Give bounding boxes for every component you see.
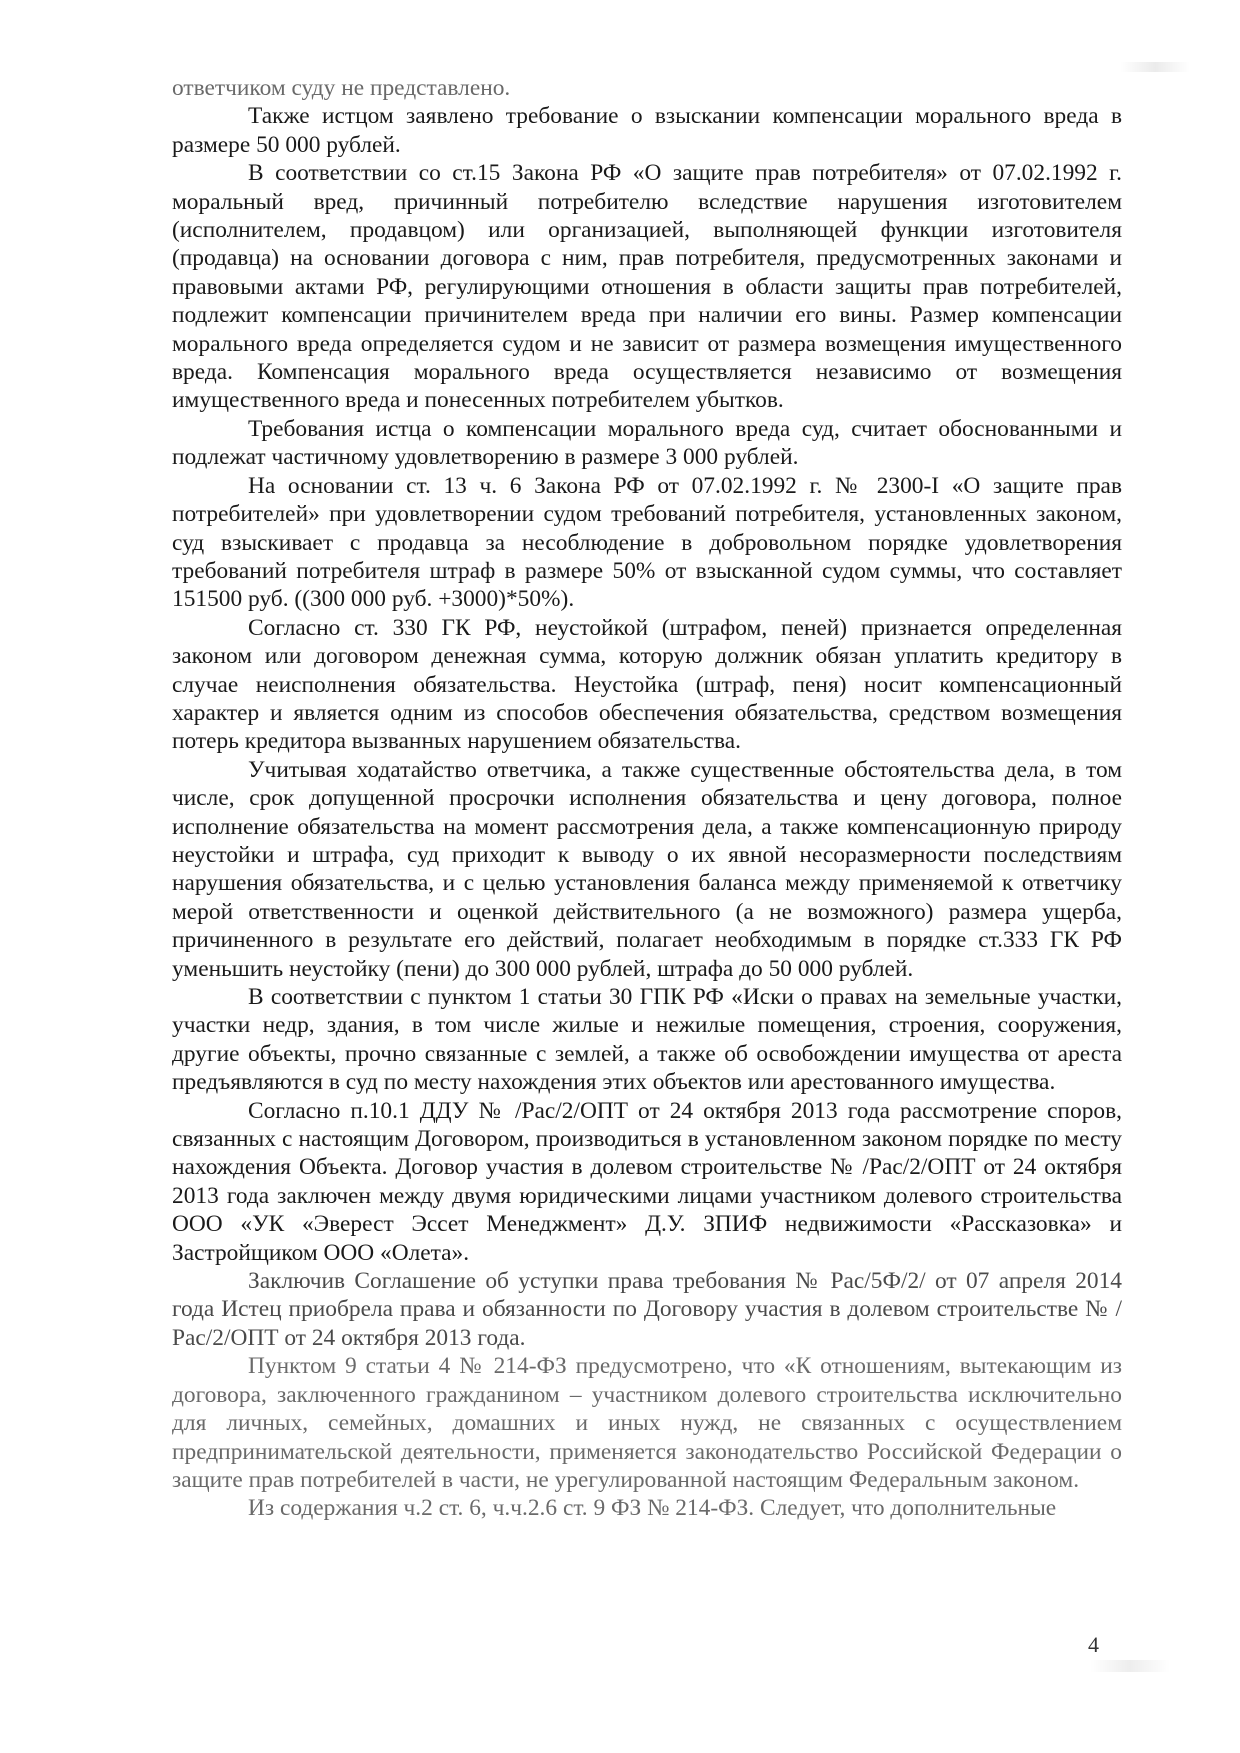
document-page xyxy=(172,74,1122,1714)
paragraph-3: В соответствии со ст.15 Закона РФ «О защите прав потребителя» от 07.02.1992 г. моральный вред, причинный потребителю вследствие нарушения изготовителем (исполнителем, продавцом) или организацией, выполняющей функции изготовителя (продавца) на основании договора с ним, прав потребителя, предусмотренных законами и правовыми актами РФ, регулирующими отношения в области защиты прав потребителей, подлежит компенсации причинителем вреда при наличии его вины. Размер компенсации морального вреда определяется судом и не зависит от размера возмещения имущественного вреда. Компенсация морального вреда осуществляется независимо от возмещения имущественного вреда и понесенных потребителем убытков. xyxy=(172,160,1122,414)
page-number: 4 xyxy=(1088,1632,1099,1657)
paragraph-4: Требования истца о компенсации морального вреда суд, считает обоснованными и подлежат частичному удовлетворению в размере 3 000 рублей. xyxy=(172,415,1122,471)
paragraph-11: Пунктом 9 статьи 4 № 214-ФЗ предусмотрено, что «К отношениям, вытекающим из договора, заключенного гражданином – участником долевого строительства исключительно для личных, семейных, домашних и иных нужд, не связанных с осуществлением предпринимательской деятельности, применяется законодательство Российской Федерации о защите прав потребителей в части, не урегулированной настоящим Федеральным законом. xyxy=(172,1353,1122,1493)
scan-artifact-top xyxy=(1120,62,1190,72)
paragraph-7: Учитывая ходатайство ответчика, а также существенные обстоятельства дела, в том числе, срок допущенной просрочки исполнения обязательства и цену договора, полное исполнение обязательства на момент рассмотрения дела, а также компенсационную природу неустойки и штрафа, суд приходит к выводу о их явной несоразмерности последствиям нарушения обязательства, и с целью установления баланса между применяемой к ответчику мерой ответственности и оценкой действительного (а не возможного) размера ущерба, причиненного в результате его действий, полагает необходимым в порядке ст.333 ГК РФ уменьшить неустойку (пени) до 300 000 рублей, штрафа до 50 000 рублей. xyxy=(172,756,1122,982)
paragraph-2: Также истцом заявлено требование о взыскании компенсации морального вреда в размере 50 000 рублей. xyxy=(172,103,1122,158)
paragraph-9: Согласно п.10.1 ДДУ № /Рас/2/ОПТ от 24 октября 2013 года рассмотрение споров, связанных с настоящим Договором, производиться в установленном законом порядке по месту нахождения Объекта. Договор участия в долевом строительстве № /Рас/2/ОПТ от 24 октября 2013 года заключен между двумя юридическими лицами участником долевого строительства ООО «УК «Эверест Эссет Менеджмент» Д.У. ЗПИФ недвижимости «Рассказовка» и Застройщиком ООО «Олета». xyxy=(172,1097,1122,1266)
paragraph-1: ответчиком суду не представлено. xyxy=(172,75,511,101)
paragraph-6: Согласно ст. 330 ГК РФ, неустойкой (штрафом, пеней) признается определенная законом или договором денежная сумма, которую должник обязан уплатить кредитору в случае неисполнения обязательства. Неустойка (штраф, пеня) носит компенсационный характер и является одним из способов обеспечения обязательства, средством возмещения потерь кредитора вызванных нарушением обязательства. xyxy=(172,614,1122,755)
paragraph-5: На основании ст. 13 ч. 6 Закона РФ от 07.02.1992 г. № 2300-I «О защите прав потребителей» при удовлетворении судом требований потребителя, установленных законом, суд взыскивает с продавца за несоблюдение в добровольном порядке удовлетворения требований потребителя штраф в размере 50% от взысканной судом суммы, что составляет 151500 руб. ((300 000 руб. +3000)*50%). xyxy=(172,472,1122,613)
paragraph-10: Заключив Соглашение об уступки права требования № Рас/5Ф/2/ от 07 апреля 2014 года Истец приобрела права и обязанности по Договору участия в долевом строительстве № /Рас/2/ОПТ от 24 октября 2013 года. xyxy=(172,1268,1122,1351)
paragraph-12: Из содержания ч.2 ст. 6, ч.ч.2.6 ст. 9 ФЗ № 214-ФЗ. Следует, что дополнительные xyxy=(248,1495,1057,1522)
paragraph-8: В соответствии с пунктом 1 статьи 30 ГПК РФ «Иски о правах на земельные участки, участки недр, здания, в том числе жилые и нежилые помещения, строения, сооружения, другие объекты, прочно связанные с землей, а также об освобождении имущества от ареста предъявляются в суд по месту нахождения этих объектов или арестованного имущества. xyxy=(172,984,1122,1096)
